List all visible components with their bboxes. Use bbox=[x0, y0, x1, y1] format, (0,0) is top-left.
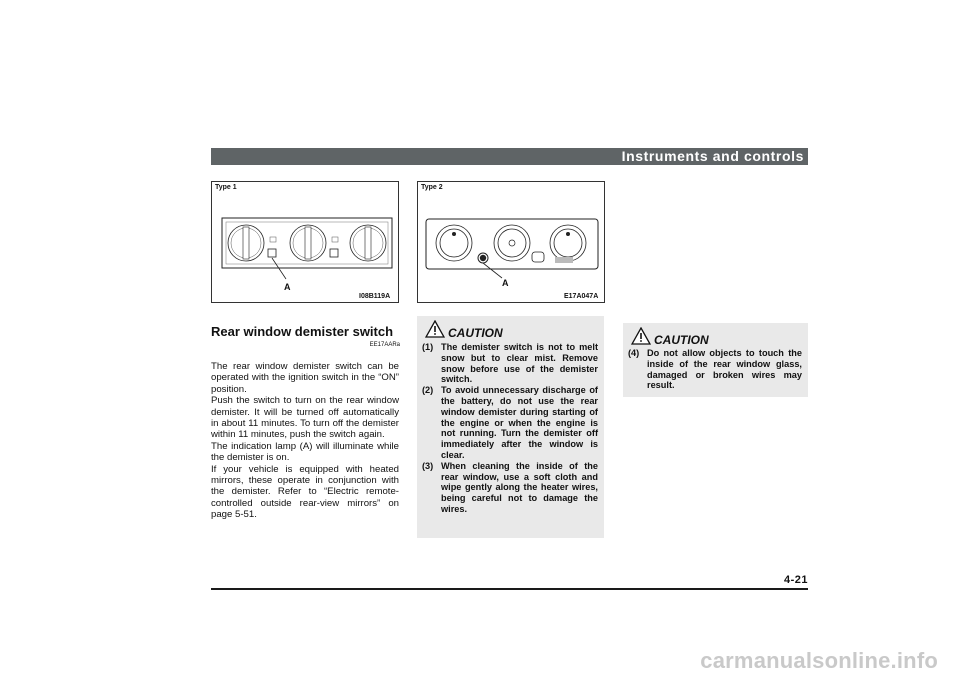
figure-type1-callout-a: A bbox=[284, 282, 291, 292]
caution-item bbox=[422, 342, 598, 385]
knob-center bbox=[290, 225, 326, 261]
caution-item-number: (2) bbox=[422, 385, 434, 396]
caution-box-2 bbox=[623, 323, 808, 397]
section-header-bar bbox=[211, 148, 808, 165]
body-paragraph: If your vehicle is equipped with heated mirrors, these operate in conjunction with the demister. Refer to “Electric remote-controlled outside rear-view mirrors” on page 5-51. bbox=[211, 463, 399, 521]
body-paragraph: The rear window demister switch can be operated with the ignition switch in the “ON” position. bbox=[211, 361, 399, 395]
knob-right bbox=[350, 225, 386, 261]
warning-triangle-icon bbox=[631, 327, 651, 345]
footer-rule bbox=[211, 588, 808, 590]
body-paragraph: Push the switch to turn on the rear window demister. It will be turned off automatically in about 11 minutes. To turn off the demister within 11 minutes, push the switch again. bbox=[211, 395, 399, 441]
caution-item-text: To avoid unnecessary discharge of the battery, do not use the rear window demister during starting of the engine or when the engine is not running. Turn the demister off immediately after the window is clear. bbox=[441, 385, 598, 460]
figure-type2-callout-a: A bbox=[502, 278, 509, 288]
caution-item-number: (4) bbox=[628, 348, 640, 358]
section-title: Rear window demister switch bbox=[211, 324, 394, 339]
figure-type2-code: E17A047A bbox=[564, 293, 599, 300]
caution-box-1 bbox=[417, 316, 604, 538]
caution-heading: CAUTION bbox=[448, 326, 503, 340]
caution-list-1 bbox=[422, 342, 598, 515]
caution-item bbox=[422, 385, 598, 461]
caution-item bbox=[422, 461, 598, 515]
control-panel-type2-illustration bbox=[418, 182, 604, 302]
section-body bbox=[211, 361, 399, 521]
caution-item-number: (3) bbox=[422, 460, 434, 471]
page-number: 4-21 bbox=[783, 574, 808, 586]
figure-type1-code: I08B119A bbox=[359, 293, 391, 300]
section-code: EE17AARa bbox=[369, 342, 400, 348]
caution-list-2 bbox=[628, 348, 802, 391]
caution-item-text: Do not allow objects to touch the inside of the rear window glass, damaged or broken wires may result. bbox=[647, 348, 802, 391]
watermark: carmanualsonline.info bbox=[700, 648, 938, 673]
figure-type1-label: Type 1 bbox=[215, 184, 237, 191]
figure-type2-label: Type 2 bbox=[421, 184, 443, 191]
caution-item-text: When cleaning the inside of the rear window, use a soft cloth and wipe gently along the heater wires, being careful not to damage the wires. bbox=[441, 460, 598, 514]
figure-type1 bbox=[211, 181, 399, 303]
warning-triangle-icon bbox=[425, 320, 445, 338]
caution-item-number: (1) bbox=[422, 342, 434, 352]
knob-left bbox=[228, 225, 264, 261]
body-paragraph: The indication lamp (A) will illuminate while the demister is on. bbox=[211, 440, 399, 464]
figure-type2 bbox=[417, 181, 605, 303]
caution-item-text: The demister switch is not to melt snow but to clear mist. Remove snow before use of the demister switch. bbox=[441, 342, 598, 385]
section-header-title: Instruments and controls bbox=[621, 148, 804, 164]
caution-heading: CAUTION bbox=[654, 333, 709, 347]
control-panel-type1-illustration bbox=[212, 182, 398, 302]
caution-item bbox=[628, 348, 802, 391]
